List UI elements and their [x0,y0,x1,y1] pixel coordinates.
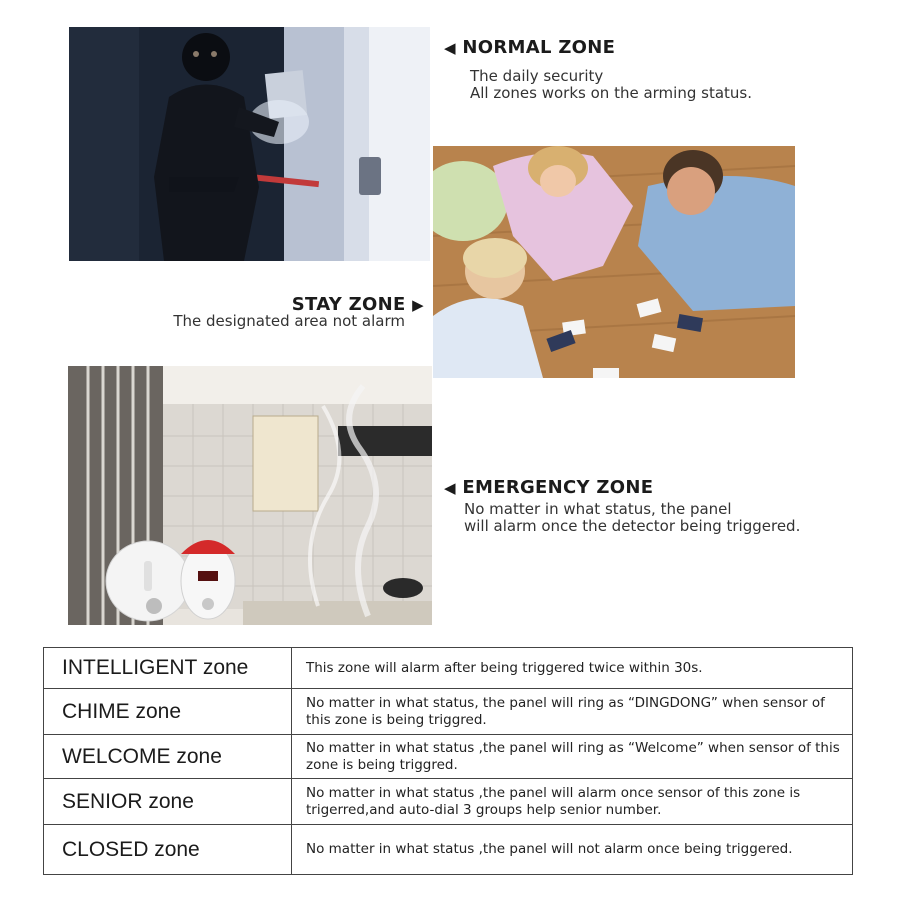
zone-description-cell: No matter in what status, the panel will ring as “DINGDONG” when sensor of this zone is being triggred. [292,689,853,735]
emergency-zone-desc-line: No matter in what status, the panel [464,500,732,518]
stay-zone-description: The designated area not alarm [173,312,405,330]
stay-zone-title: STAY ZONE [291,294,406,315]
emergency-zone-desc-line: will alarm once the detector being triggered. [464,517,801,535]
normal-zone-desc-line: The daily security [470,67,604,85]
burglar-photo [69,27,430,261]
zone-name-cell: CHIME zone [44,689,292,735]
table-row [44,689,853,735]
zone-description-cell: This zone will alarm after being triggered twice within 30s. [292,648,853,689]
arrow-right-icon: ▶ [412,296,424,314]
zone-name-cell: SENIOR zone [44,779,292,825]
kitchen-photo [68,366,432,625]
normal-zone-desc-line: All zones works on the arming status. [470,84,752,102]
table-row [44,735,853,779]
family-photo [433,146,795,378]
normal-zone-title: NORMAL ZONE [462,37,616,58]
zone-name-cell: CLOSED zone [44,825,292,875]
zone-types-table [43,647,853,875]
zone-name-cell: INTELLIGENT zone [44,648,292,689]
emergency-zone-description [464,501,800,535]
zone-description-cell: No matter in what status ,the panel will not alarm once being triggered. [292,825,853,875]
table-row [44,825,853,875]
zone-name-cell: WELCOME zone [44,735,292,779]
normal-zone-heading [444,37,615,58]
normal-zone-description [470,68,752,102]
table-row [44,648,853,689]
zone-description-cell: No matter in what status ,the panel will ring as “Welcome” when sensor of this zone is being triggred. [292,735,853,779]
table-row [44,779,853,825]
arrow-left-icon: ◀ [444,479,456,497]
emergency-zone-heading [444,477,653,498]
emergency-zone-title: EMERGENCY ZONE [462,477,654,498]
arrow-left-icon: ◀ [444,39,456,57]
zone-description-cell: No matter in what status ,the panel will alarm once sensor of this zone is trigerred,and auto-dial 3 groups help senior number. [292,779,853,825]
